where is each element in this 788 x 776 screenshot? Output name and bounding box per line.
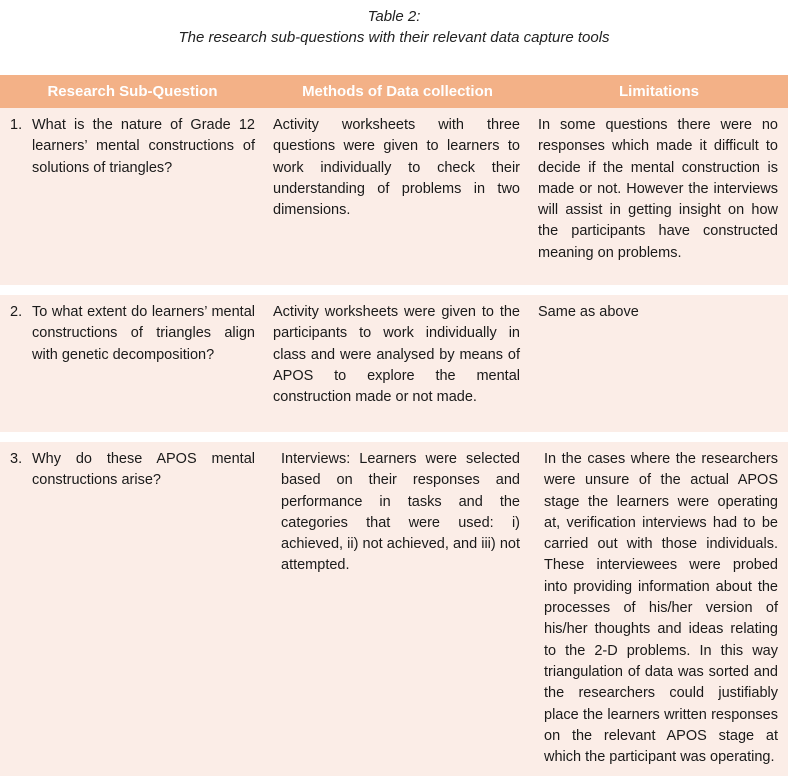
question-text: To what extent do learners’ mental constructions of triangles align with genetic decomposition? [32,304,255,363]
question-text: What is the nature of Grade 12 learners’ mental constructions of solutions of triangles? [32,117,255,176]
table-row [0,108,788,285]
method-cell: Activity worksheets were given to the participants to work individually in class and were analysed by means of APOS to explore the mental construction made or not made. [273,304,520,406]
method-cell: Interviews: Learners were selected based on their responses and performance in tasks and the categories that were used: i) achieved, ii) not achieved, and iii) not attempted. [281,451,520,574]
question-text: Why do these APOS mental constructions arise? [32,451,255,489]
header-sub-question: Research Sub-Question [47,83,218,100]
method-cell: Activity worksheets with three questions were given to learners to work individually to check their understanding of problems in two dimensions. [273,117,520,219]
table-row [0,442,788,776]
question-cell [0,295,265,432]
limitation-cell: Same as above [538,304,639,320]
header-limitations: Limitations [618,83,699,100]
research-table [0,75,788,776]
table-number: Table 2: [367,8,421,25]
limitation-cell: In some questions there were no responses which made it difficult to decide if the mental construction is made or not. However the interviews will assist in getting insight on how the participants have constructed meaning on problems. [538,117,778,261]
table-row [0,295,788,432]
question-number: 3. [10,451,23,467]
limitation-cell: In the cases where the researchers were unsure of the actual APOS stage the learners were operating at, verification interviews had to be carried out with those individuals. These interviewees were probed into providing information about the processes of his/her version of his/her thoughts and ideas relating to the 2-D problems. In this way triangulation of data was sorted and the researchers could justifiably place the learners written responses on the relevant APOS stage at which the participant was operating. [544,451,778,766]
question-number: 2. [10,304,23,320]
table-header [0,75,788,108]
table-caption [0,0,788,67]
question-cell [0,442,265,776]
header-methods: Methods of Data collection [302,83,493,100]
question-cell [0,108,265,285]
question-number: 1. [10,117,23,133]
table-title: The research sub-questions with their relevant data capture tools [178,29,610,46]
